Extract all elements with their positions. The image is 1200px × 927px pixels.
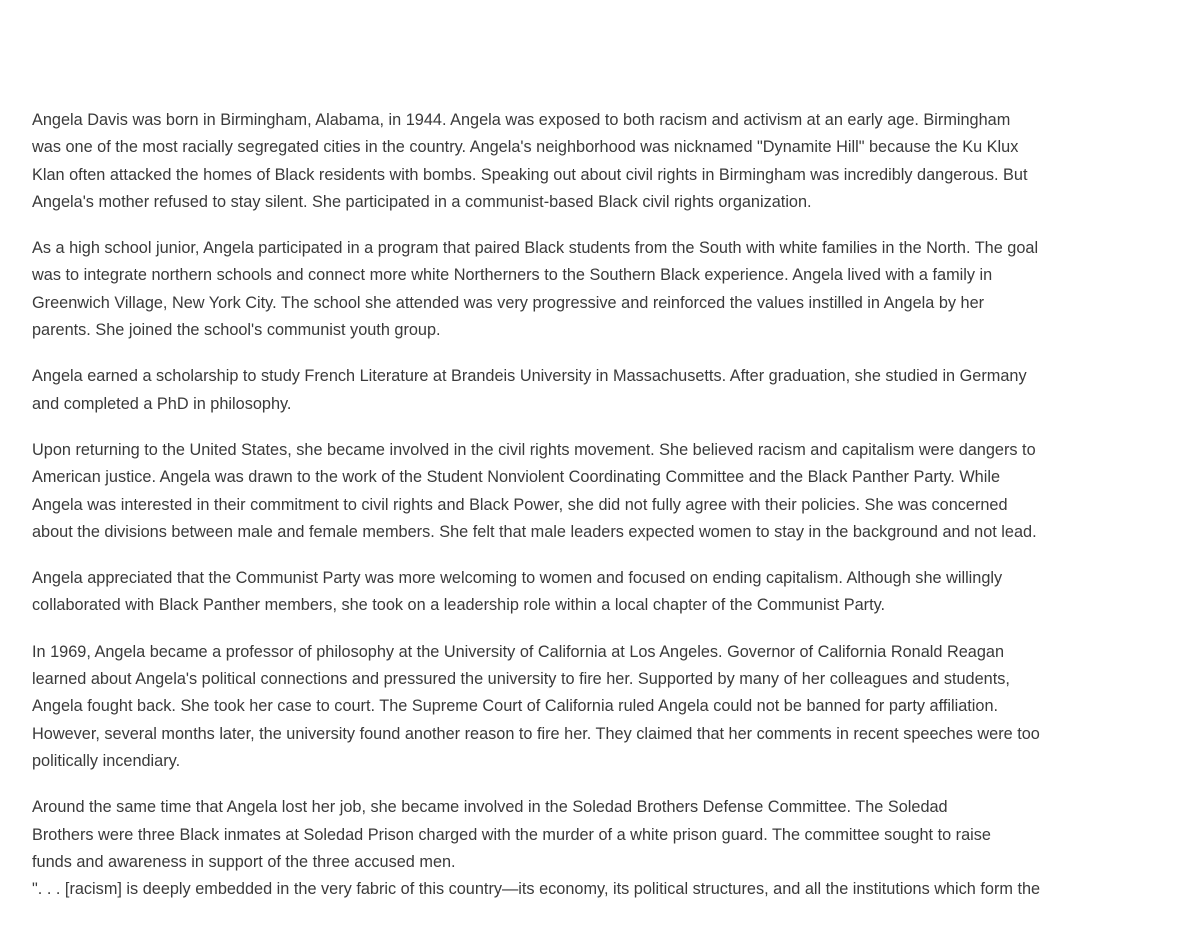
paragraph-high-school: As a high school junior, Angela participated in a program that paired Black students from the South with white families in the North. The goal was to integrate northern schools and connect more white Northerners to the Southern Black experience. Angela lived with a family in Greenwich Village, New York City. The school she attended was very progressive and reinforced the values instilled in Angela by her parents. She joined the school's communist youth group. (32, 239, 1039, 340)
paragraph-soledad: Around the same time that Angela lost her job, she became involved in the Soledad Brothers Defense Committee. The Soledad Brothers were three Black inmates at Soledad Prison charged with the murder of a white prison guard. The committee sought to raise funds and awareness in support of the three accused men. (32, 798, 991, 871)
paragraph-education: Angela earned a scholarship to study French Literature at Brandeis University in Massachusetts. After graduation, she studied in Germany and completed a PhD in philosophy. (32, 367, 1027, 413)
paragraph-communist-party: Angela appreciated that the Communist Party was more welcoming to women and focused on ending capitalism. Although she willingly collaborated with Black Panther members, she took on a leadership role within a local chapter of the Communist Party. (32, 569, 1003, 615)
paragraph-ucla: In 1969, Angela became a professor of philosophy at the University of California at Los Angeles. Governor of California Ronald Reagan learned about Angela's political connections and pressured the university to fire her. Supported by many of her colleagues and students, Angela fought back. She took her case to court. The Supreme Court of California ruled Angela could not be banned for party affiliation. However, several months later, the university found another reason to fire her. They claimed that her comments in recent speeches were too politically incendiary. (32, 642, 1040, 770)
paragraph-civil-rights: Upon returning to the United States, she became involved in the civil rights movement. She believed racism and capitalism were dangers to American justice. Angela was drawn to the work of the Student Nonviolent Coordinating Committee and the Black Panther Party. While Angela was interested in their commitment to civil rights and Black Power, she did not fully agree with their policies. She was concerned about the divisions between male and female members. She felt that male leaders expected women to stay in the background and not lead. (32, 440, 1037, 541)
quote-text: ". . . [racism] is deeply embedded in the very fabric of this country—its economy, its political structures, and all the institutions which form the (32, 880, 1041, 899)
paragraph-birth: Angela Davis was born in Birmingham, Alabama, in 1944. Angela was exposed to both racism and activism at an early age. Birmingham was one of the most racially segregated cities in the country. Angela's neighborhood was nicknamed "Dynamite Hill" because the Ku Klux Klan often attacked the homes of Black residents with bombs. Speaking out about civil rights in Birmingham was incredibly dangerous. But Angela's mother refused to stay silent. She participated in a communist-based Black civil rights organization. (32, 111, 1028, 211)
article-body (32, 107, 1164, 903)
